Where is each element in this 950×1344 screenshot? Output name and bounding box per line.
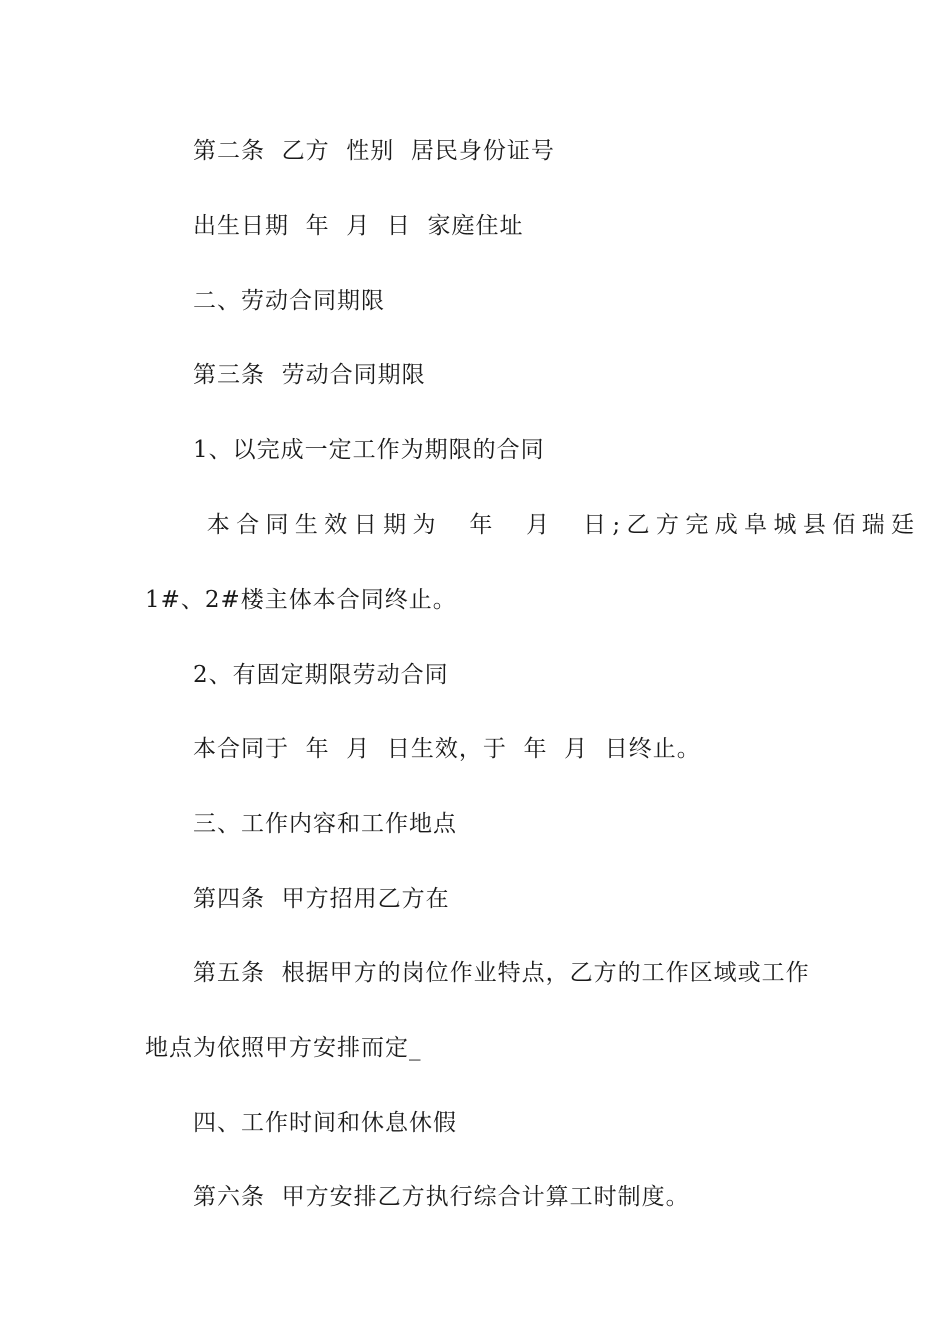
article-6-line: 第六条 甲方安排乙方执行综合计算工时制度。 (193, 1184, 690, 1210)
fixed-term-line: 本合同于 年 月 日生效，于 年 月 日终止。 (193, 736, 701, 762)
section-2-heading: 二、劳动合同期限 (193, 288, 385, 314)
section-3-heading: 三、工作内容和工作地点 (193, 811, 457, 837)
clause-1-line: 1、以完成一定工作为期限的合同 (193, 437, 545, 463)
termination-line: 1#、2#楼主体本合同终止。 (145, 587, 457, 613)
birth-address-line: 出生日期 年 月 日 家庭住址 (193, 213, 524, 239)
effective-date-line: 本合同生效日期为 年 月 日;乙方完成阜城县佰瑞廷 (193, 512, 921, 538)
article-5-line: 第五条 根据甲方的岗位作业特点，乙方的工作区域或工作 (193, 960, 810, 986)
work-location-line: 地点为依照甲方安排而定_ (145, 1035, 422, 1061)
section-4-heading: 四、工作时间和休息休假 (193, 1110, 457, 1136)
article-3-line: 第三条 劳动合同期限 (193, 362, 426, 388)
clause-2-line: 2、有固定期限劳动合同 (193, 662, 449, 688)
article-2-line: 第二条 乙方 性别 居民身份证号 (193, 138, 555, 164)
article-4-line: 第四条 甲方招用乙方在 (193, 886, 450, 912)
